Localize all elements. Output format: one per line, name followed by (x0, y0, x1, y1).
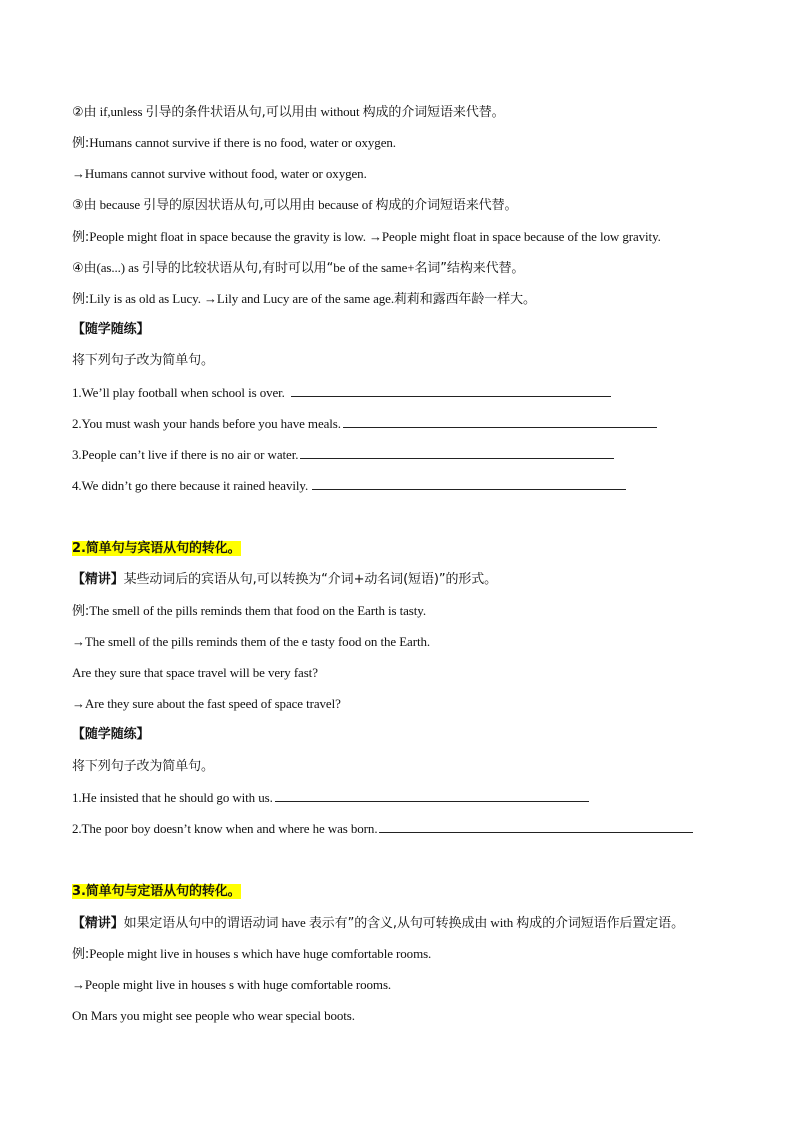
question-4: 4.We didn’t go there because it rained heavily. (72, 477, 626, 495)
example-2a: 例:Humans cannot survive if there is no food, water or oxygen. (72, 135, 396, 151)
rule-3: ③由 because 引导的原因状语从句,可以用由 because of 构成的介词短语来代替。 (72, 197, 518, 213)
question-2-1: 1.He insisted that he should go with us. (72, 789, 589, 807)
instruction: 将下列句子改为简单句。 (72, 353, 214, 368)
section-2-explain: 【精讲】某些动词后的宾语从句,可以转换为“介词+动名词(短语)”的形式。 (72, 572, 498, 587)
example-2-1b: →The smell of the pills reminds them of the e tasty food on the Earth. (72, 634, 431, 649)
example-3: 例:People might float in space because the gravity is low. →People might float in space because of the low gravity. (72, 229, 661, 245)
answer-line[interactable] (291, 384, 611, 397)
example-2-2b: →Are they sure about the fast speed of space travel? (72, 696, 341, 711)
question-2-2: 2.The poor boy doesn’t know when and where he was born. (72, 820, 693, 838)
example-4: 例:Lily is as old as Lucy. →Lily and Lucy are of the same age.莉莉和露西年龄一样大。 (72, 291, 536, 307)
example-3-2a: On Mars you might see people who wear special boots. (72, 1008, 355, 1023)
section-2-heading: 2.简单句与宾语从句的转化。 (72, 541, 241, 556)
question-2: 2.You must wash your hands before you have meals. (72, 415, 657, 433)
rule-marker: ②由 (72, 105, 97, 120)
example-3-1b: →People might live in houses s with huge comfortable rooms. (72, 977, 392, 992)
instruction-2: 将下列句子改为简单句。 (72, 759, 214, 774)
answer-line[interactable] (275, 789, 589, 802)
rule-4: ④由(as...) as 引导的比较状语从句,有时可以用“be of the same+名词”结构来代替。 (72, 260, 525, 276)
practice-heading: 【随学随练】 (72, 322, 150, 337)
example-2b: →Humans cannot survive without food, water or oxygen. (72, 166, 367, 181)
answer-line[interactable] (379, 820, 693, 833)
answer-line[interactable] (300, 446, 614, 459)
practice-heading-2: 【随学随练】 (72, 727, 150, 742)
example-3-1a: 例:People might live in houses s which have huge comfortable rooms. (72, 946, 432, 962)
answer-line[interactable] (343, 415, 657, 428)
rule-2: ②由 if,unless 引导的条件状语从句,可以用由 without 构成的介词短语来代替。 (72, 104, 505, 120)
section-3-explain: 【精讲】如果定语从句中的谓语动词 have 表示有”的含义,从句可转换成由 with 构成的介词短语作后置定语。 (72, 915, 684, 931)
example-2-1a: 例:The smell of the pills reminds them that food on the Earth is tasty. (72, 603, 426, 619)
section-3-heading: 3.简单句与定语从句的转化。 (72, 884, 241, 899)
question-1: 1.We’ll play football when school is over. (72, 384, 611, 402)
example-2-2a: Are they sure that space travel will be very fast? (72, 665, 318, 680)
answer-line[interactable] (312, 477, 626, 490)
question-3: 3.People can’t live if there is no air or water. (72, 446, 614, 464)
